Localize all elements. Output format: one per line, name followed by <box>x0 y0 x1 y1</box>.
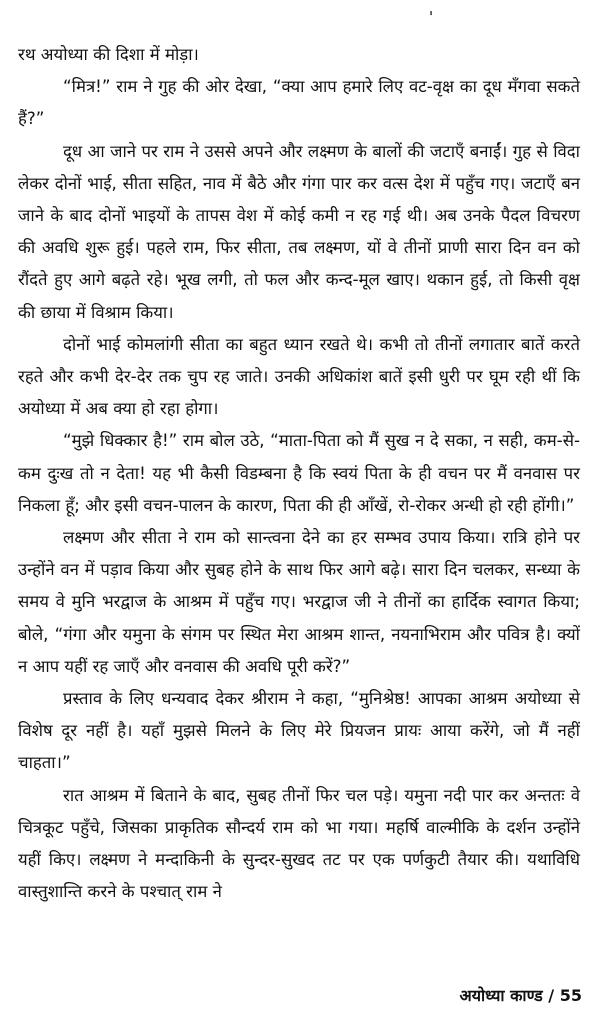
paragraph-7: प्रस्ताव के लिए धन्यवाद देकर श्रीराम ने कहा, “मुनिश्रेष्ठ! आपका आश्रम अयोध्या से विशेष दूर नहीं है। यहाँ मुझसे मिलने के लिए मेरे प्रियजन प्रायः आया करेंगे, जो मैं नहीं चाहता।” <box>18 688 580 773</box>
paragraph-3: दूध आ जाने पर राम ने उससे अपने और लक्ष्मण के बालों की जटाएँ बनाईं। गुह से विदा लेकर दोनों भाई, सीता सहित, नाव में बैठे और गंगा पार कर वत्स देश में पहुँच गए। जटाएँ बन जाने के बाद दोनों भाइयों के तापस वेश में कोई कमी न रह गई थी। अब उनके पैदल विचरण की अवधि शुरू हुई। पहले राम, फिर सीता, तब लक्ष्मण, यों वे तीनों प्राणी सारा दिन वन को रौंदते हुए आगे बढ़ते रहे। भूख लगी, तो फल और कन्द-मूल खाए। थकान हुई, तो किसी वृक्ष की छाया में विश्राम किया। <box>18 140 580 322</box>
paragraph-8: रात आश्रम में बिताने के बाद, सुबह तीनों फिर चल पड़े। यमुना नदी पार कर अन्ततः वे चित्रकूट पहुँचे, जिसका प्राकृतिक सौन्दर्य राम को भा गया। महर्षि वाल्मीकि के दर्शन उन्होंने यहीं किए। लक्ष्मण ने मन्दाकिनी के सुन्दर-सुखद तट पर एक पर्णकुटी तैयार की। यथाविधि वास्तुशान्ति करने के पश्चात् राम ने <box>18 784 580 902</box>
paragraph-2: “मित्र!” राम ने गुह की ओर देखा, “क्या आप हमारे लिए वट-वृक्ष का दूध मँगवा सकते हैं?” <box>18 76 580 129</box>
paragraph-4: दोनों भाई कोमलांगी सीता का बहुत ध्यान रखते थे। कभी तो तीनों लगातार बातें करते रहते और कभी देर-देर तक चुप रह जाते। उनकी अधिकांश बातें इसी धुरी पर घूम रही थीं कि अयोध्या में अब क्या हो रहा होगा। <box>18 333 580 419</box>
paragraph-1: रथ अयोध्या की दिशा में मोड़ा। <box>18 44 199 64</box>
paragraph-6: लक्ष्मण और सीता ने राम को सान्त्वना देने का हर सम्भव उपाय किया। रात्रि होने पर उन्होंने वन में पड़ाव किया और सुबह होने के साथ फिर आगे बढ़े। सारा दिन चलकर, सन्ध्या के समय वे मुनि भरद्वाज के आश्रम में पहुँच गए। भरद्वाज जी ने तीनों का हार्दिक स्वागत किया; बोले, “गंगा और यमुना के संगम पर स्थित मेरा आश्रम शान्त, नयनाभिराम और पवित्र है। क्यों न आप यहीं रह जाएँ और वनवास की अवधि पूरी करें?” <box>18 527 580 676</box>
paragraph-5: “मुझे धिक्कार है!” राम बोल उठे, “माता-पिता को मैं सुख न दे सका, न सही, कम-से-कम दुःख तो न देता! यह भी कैसी विडम्बना है कि स्वयं पिता के ही वचन पर मैं वनवास पर निकला हूँ; और इसी वचन-पालन के कारण, पिता की ही आँखें, रो-रोकर अन्धी हो रही होंगी।” <box>18 430 580 515</box>
top-mark: ' <box>429 8 434 26</box>
page-footer: अयोध्या काण्ड / 55 <box>459 986 582 1005</box>
body-text <box>18 38 580 907</box>
